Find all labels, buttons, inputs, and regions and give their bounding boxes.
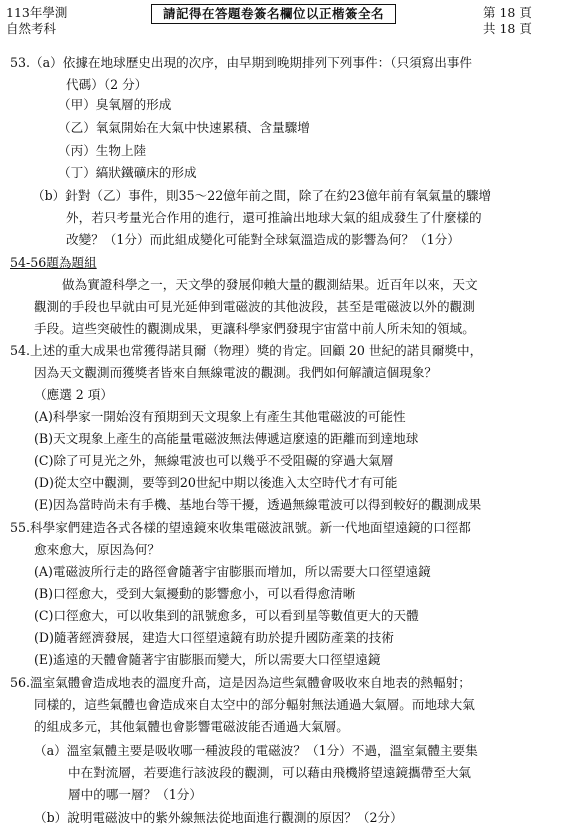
q56-a-line-3: 層中的哪一層？（1分） (68, 787, 202, 802)
q53-event-bing: （丙）生物上陸 (58, 143, 147, 158)
q56-a-line-1: （a）溫室氣體主要是吸收哪一種波段的電磁波？（1分）不過，溫室氣體主要集 (34, 743, 478, 758)
q54-option-a: (A)科學家一開始沒有預期到天文現象上有產生其他電磁波的可能性 (34, 409, 406, 424)
group-intro-line-3: 手段。這些突破性的觀測成果，更讓科學家們發現宇宙當中前人所未知的領域。 (34, 321, 475, 336)
signature-notice: 請記得在答題卷簽名欄位以正楷簽全名 (151, 4, 396, 24)
q53-a-line-1: 53.（a）依據在地球歷史出現的次序，由早期到晚期排列下列事件：（只須寫出事件 (10, 55, 473, 70)
exam-info (6, 5, 67, 37)
q56-b-line-1: （b）說明電磁波中的紫外線無法從地面進行觀測的原因？（2分） (34, 810, 403, 825)
q56-stem-line-2: 同樣的，這些氣體也會造成來自太空中的部分輻射無法通過大氣層。而地球大氣 (34, 697, 475, 712)
q56-stem-line-3: 的組成多元，其他氣體也會影響電磁波能否通過大氣層。 (34, 719, 349, 734)
q55-option-b: (B)口徑愈大，受到大氣擾動的影響愈小，可以看得愈清晰 (34, 586, 356, 601)
group-label: 54-56題為題組 (10, 255, 97, 270)
page-number-info (483, 5, 532, 37)
q56-a-line-2: 中在對流層，若要進行該波段的觀測，可以藉由飛機將望遠鏡攜帶至大氣 (68, 765, 471, 780)
q54-option-e: (E)因為當時尚未有手機、基地台等干擾，透過無線電波可以得到較好的觀測成果 (34, 497, 482, 512)
q55-option-e: (E)遙遠的天體會隨著宇宙膨脹而變大，所以需要大口徑望遠鏡 (34, 652, 381, 667)
group-intro-line-1: 做為實證科學之一，天文學的發展仰賴大量的觀測結果。近百年以來，天文 (62, 277, 478, 292)
q54-option-d: (D)從太空中觀測，要等到20世紀中期以後進入太空時代才有可能 (34, 475, 398, 490)
q55-option-c: (C)口徑愈大，可以收集到的訊號愈多，可以看到星等數值更大的天體 (34, 608, 419, 623)
group-intro-line-2: 觀測的手段也早就由可見光延伸到電磁波的其他波段，甚至是電磁波以外的觀測 (34, 299, 475, 314)
page-header (0, 0, 562, 42)
q53-b-line-1: （b）針對（乙）事件，則35～22億年前之間，除了在約23億年前有氧氣量的驟增 (32, 188, 492, 203)
q53-b-line-3: 改變？（1分）而此組成變化可能對全球氣溫造成的影響為何？（1分） (66, 232, 460, 247)
q55-option-a: (A)電磁波所行走的路徑會隨著宇宙膨脹而增加，所以需要大口徑望遠鏡 (34, 564, 431, 579)
q55-option-d: (D)隨著經濟發展，建造大口徑望遠鏡有助於提升國防產業的技術 (34, 630, 394, 645)
q54-stem-line-2: 因為天文觀測而獲獎者皆來自無線電波的觀測。我們如何解讀這個現象？ (34, 365, 437, 380)
q54-option-b: (B)天文現象上產生的高能量電磁波無法傳遞這麼遠的距離而到達地球 (34, 431, 419, 446)
q53-b-line-2: 外，若只考量光合作用的進行，還可推論出地球大氣的組成發生了什麼樣的 (66, 210, 482, 225)
q56-stem-line-1: 56.溫室氣體會造成地表的溫度升高，這是因為這些氣體會吸收來自地表的熱輻射； (10, 675, 471, 690)
q53-event-jia: （甲）臭氧層的形成 (58, 97, 172, 112)
q54-stem-line-1: 54.上述的重大成果也常獲得諾貝爾（物理）獎的肯定。回顧 20 世紀的諾貝爾獎中， (10, 343, 483, 358)
exam-subject: 自然考科 (6, 21, 57, 36)
q55-stem-line-1: 55.科學家們建造各式各樣的望遠鏡來收集電磁波訊號。新一代地面望遠鏡的口徑都 (10, 520, 471, 535)
page-number: 第 18 頁 (483, 5, 532, 20)
q54-stem-line-3: （應選 2 項） (34, 387, 113, 402)
q53-event-ding: （丁）縞狀鐵礦床的形成 (58, 165, 197, 180)
exam-year: 113年學測 (6, 5, 68, 20)
q55-stem-line-2: 愈來愈大，原因為何？ (34, 542, 160, 557)
q53-a-line-2: 代碼）（2 分） (66, 77, 148, 92)
total-pages: 共 18 頁 (483, 21, 532, 36)
q53-event-yi: （乙）氧氣開始在大氣中快速累積、含量驟增 (58, 120, 310, 135)
q54-option-c: (C)除了可見光之外，無線電波也可以幾乎不受阻礙的穿過大氣層 (34, 453, 394, 468)
